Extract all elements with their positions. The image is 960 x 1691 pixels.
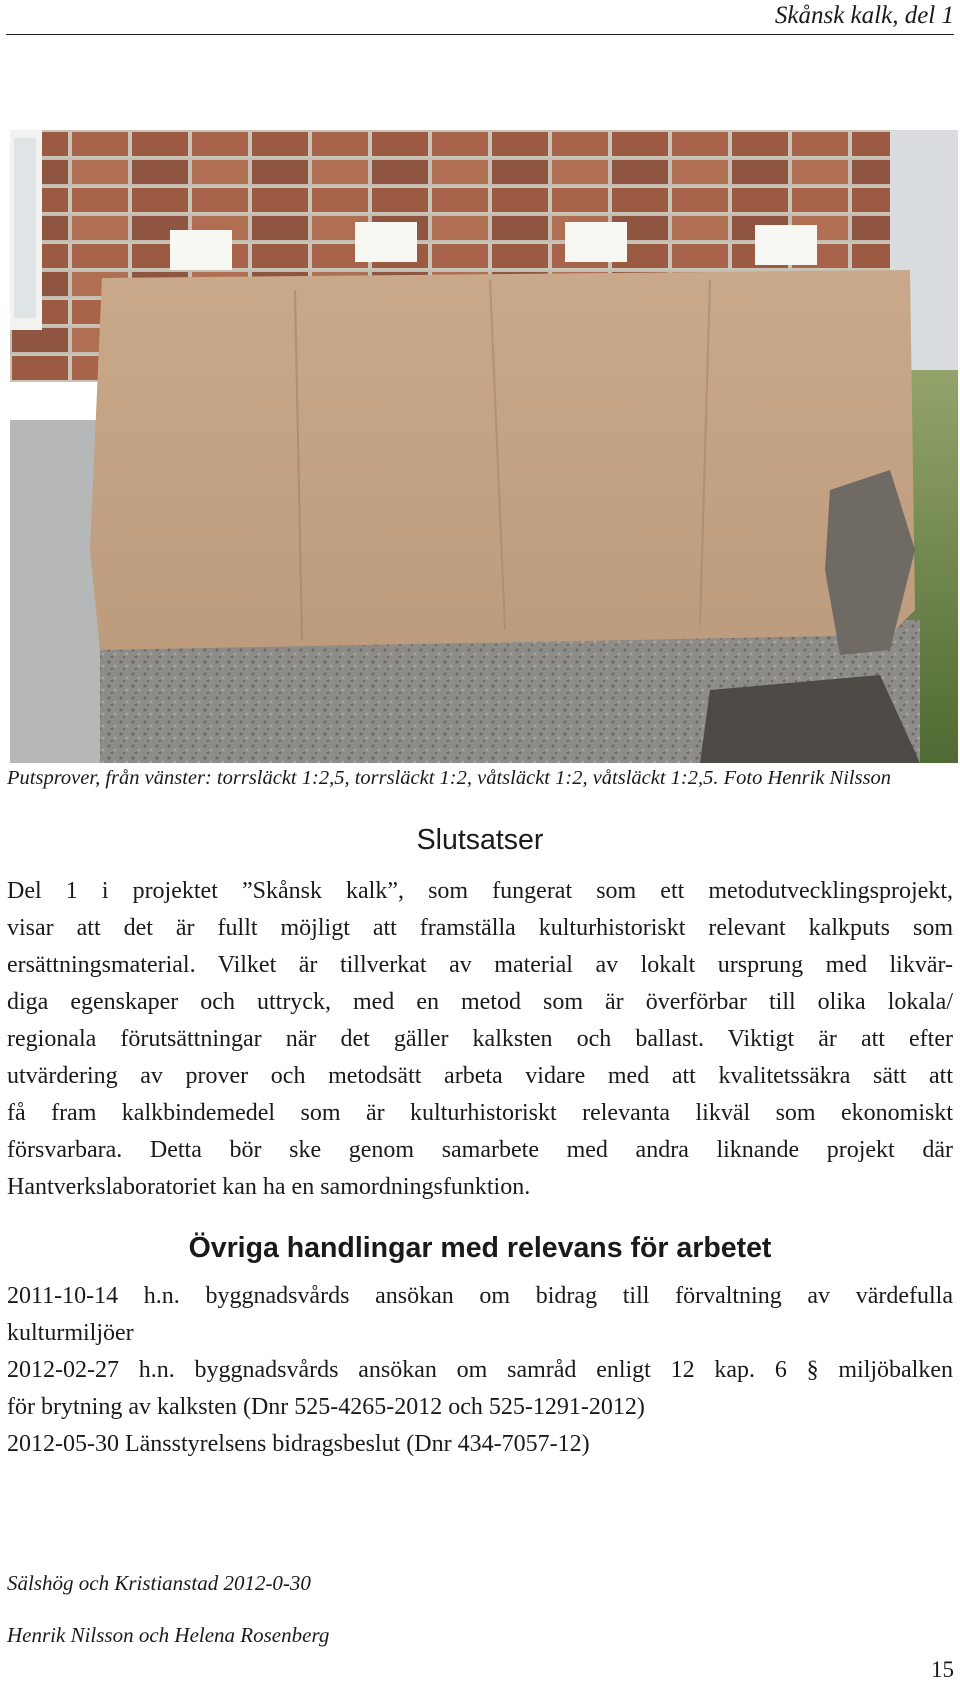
heading-conclusions: Slutsatser xyxy=(416,824,544,856)
signature-authors: Henrik Nilsson och Helena Rosenberg xyxy=(7,1623,330,1647)
document-line: 2011-10-14 h.n. byggnadsvårds ansökan om bidrag till förvaltning av värdefulla xyxy=(7,1283,953,1309)
conclusions-line: regionala förutsättningar när det gäller kalksten och ballast. Viktigt är att efter xyxy=(7,1026,953,1052)
conclusions-line: utvärdering av prover och metodsätt arbeta vidare med att kvalitetssäkra sätt att xyxy=(7,1063,953,1089)
signature-place-date: Sälshög och Kristianstad 2012-0-30 xyxy=(7,1571,311,1595)
running-head-title: Skånsk kalk, del 1 xyxy=(774,2,954,29)
document-line: 2012-02-27 h.n. byggnadsvårds ansökan om samråd enligt 12 kap. 6 § miljöbalken xyxy=(7,1357,953,1383)
conclusions-line: få fram kalkbindemedel som är kulturhistoriskt relevanta likväl som ekonomiskt xyxy=(7,1100,953,1126)
heading-other-documents: Övriga handlingar med relevans för arbetet xyxy=(188,1232,772,1264)
conclusions-line: diga egenskaper och uttryck, med en metod som är överförbar till olika lokala/ xyxy=(7,989,953,1015)
conclusions-line: Del 1 i projektet ”Skånsk kalk”, som fungerat som ett metodutvecklingsprojekt, xyxy=(7,878,953,904)
figure-caption: Putsprover, från vänster: torrsläckt 1:2,5, torrsläckt 1:2, våtsläckt 1:2, våtsläckt 1:2,5. Foto Henrik Nilsson xyxy=(7,767,892,789)
conclusions-line: visar att det är fullt möjligt att framställa kulturhistoriskt relevant kalkputs som xyxy=(7,915,953,941)
document-line: kulturmiljöer xyxy=(7,1320,134,1346)
conclusions-line: försvarbara. Detta bör ske genom samarbete med andra liknande projekt där xyxy=(7,1137,953,1163)
conclusions-line: Hantverkslaboratoriet kan ha en samordningsfunktion. xyxy=(7,1174,531,1200)
header-rule xyxy=(6,34,954,35)
document-line: för brytning av kalksten (Dnr 525-4265-2012 och 525-1291-2012) xyxy=(7,1394,645,1420)
page-number: 15 xyxy=(931,1657,954,1682)
photo-lime-plaster-samples xyxy=(10,130,958,763)
document-line: 2012-05-30 Länsstyrelsens bidragsbeslut (Dnr 434-7057-12) xyxy=(7,1431,590,1457)
conclusions-line: ersättningsmaterial. Vilket är tillverkat av material av lokalt ursprung med likvär- xyxy=(7,952,953,978)
